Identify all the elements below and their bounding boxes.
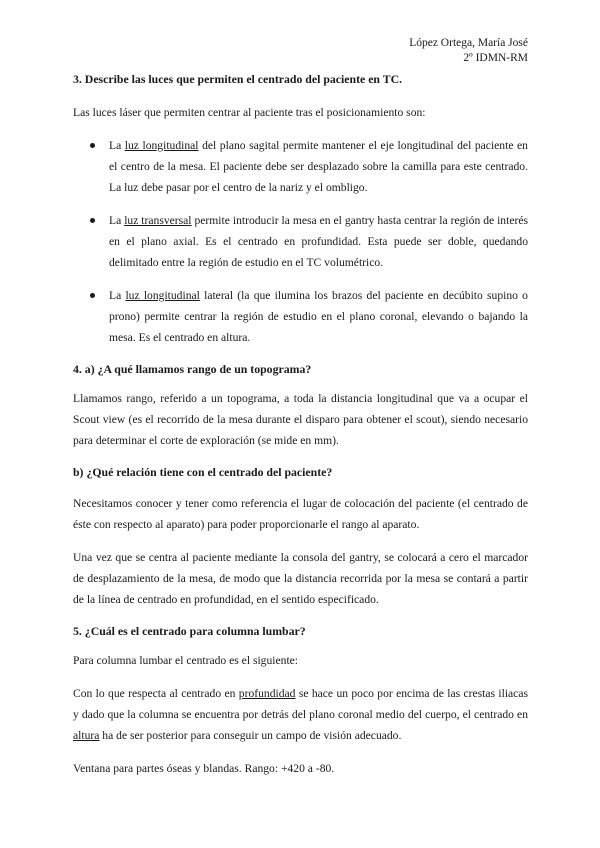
question-4a-title: 4. a) ¿A qué llamamos rango de un topograma?	[73, 362, 312, 376]
question-3-intro: Las luces láser que permiten centrar al paciente tras el posicionamiento son:	[73, 106, 426, 119]
question-4b-paragraph-1: Necesitamos conocer y tener como referencia el lugar de colocación del paciente (el centrado de éste con respecto al aparato) para poder proporcionarle el rango al aparato.	[73, 497, 528, 531]
bullet-icon	[90, 293, 95, 298]
bullet-icon	[90, 218, 95, 223]
underlined-term: altura	[73, 729, 100, 742]
question-4b-paragraph-2: Una vez que se centra al paciente mediante la consola del gantry, se colocará a cero el marcador de desplazamiento de la mesa, de modo que la distancia recorrida por la mesa se contará a partir de la línea de centrado en profundidad, en el sentido especificado.	[73, 551, 528, 606]
question-4a-answer: Llamamos rango, referido a un topograma, a toda la distancia longitudinal que va a ocupar el Scout view (es el recorrido de la mesa durante el disparo para obtener el scout), siendo necesario para determinar el corte de exploración (se mide en mm).	[73, 392, 528, 447]
laser-lights-list	[73, 135, 528, 348]
document-body	[73, 70, 528, 779]
course-label: 2º IDMN-RM	[463, 52, 528, 64]
bullet-icon	[90, 143, 95, 148]
page-header	[409, 36, 528, 66]
list-item: La luz longitudinal lateral (la que ilumina los brazos del paciente en decúbito supino o prono) permite centrar la región de estudio en el plano coronal, elevando o bajando la mesa. Es el centrado en altura.	[73, 285, 528, 348]
underlined-term: luz longitudinal	[125, 289, 200, 302]
list-item: La luz transversal permite introducir la mesa en el gantry hasta centrar la región de interés en el plano axial. Es el centrado en profundidad. Esta puede ser doble, quedando delimitado entre la región de estudio en el TC volumétrico.	[73, 210, 528, 273]
underlined-term: luz transversal	[124, 214, 192, 227]
window-range-note: Ventana para partes óseas y blandas. Rango: +420 a -80.	[73, 762, 335, 775]
underlined-term: luz longitudinal	[124, 139, 199, 152]
question-3-title: 3. Describe las luces que permiten el centrado del paciente en TC.	[73, 72, 403, 86]
question-5-paragraph: Con lo que respecta al centrado en profundidad se hace un poco por encima de las crestas iliacas y dado que la columna se encuentra por detrás del plano coronal medio del cuerpo, el centrado en altura ha de ser posterior para conseguir un campo de visión adecuado.	[73, 687, 528, 742]
list-item: La luz longitudinal del plano sagital permite mantener el eje longitudinal del paciente en el centro de la mesa. El paciente debe ser desplazado sobre la camilla para este centrado. La luz debe pasar por el centro de la nariz y el ombligo.	[73, 135, 528, 198]
author-name: López Ortega, María José	[409, 37, 528, 49]
question-4b-title: b) ¿Qué relación tiene con el centrado del paciente?	[73, 465, 333, 479]
question-5-intro: Para columna lumbar el centrado es el siguiente:	[73, 654, 299, 667]
underlined-term: profundidad	[238, 687, 296, 700]
question-5-title: 5. ¿Cuál es el centrado para columna lumbar?	[73, 624, 306, 638]
